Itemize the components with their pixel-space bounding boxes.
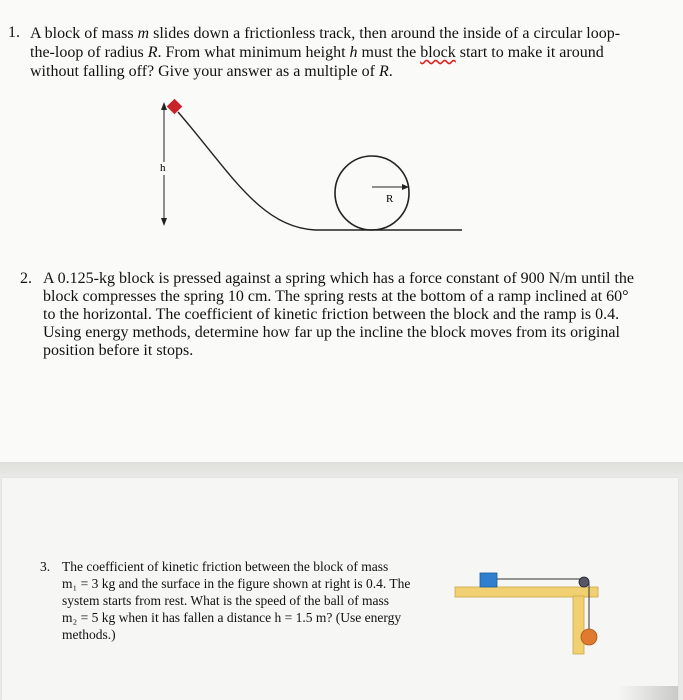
q1-line-3: without falling off? Give your answer as a multiple of R. [30, 63, 393, 80]
page-gap [0, 462, 683, 478]
q3-line-5: methods.) [62, 627, 116, 642]
q3-line-3: system starts from rest. What is the speed of the ball of mass [62, 593, 390, 608]
q1-line-2: the-loop of radius R. From what minimum height h must the block start to make it around [30, 44, 604, 61]
q3-line-4: m₂ = 5 kg when it has fallen a distance h = 1.5 m? (Use energy [62, 610, 402, 625]
loop-circle [335, 156, 409, 230]
block-m1 [480, 573, 497, 587]
q1-line-1: A block of mass m slides down a frictionless track, then around the inside of a circular loop- [30, 25, 621, 42]
sliding-block [167, 99, 183, 115]
q2-line-3: to the horizontal. The coefficient of kinetic friction between the block and the ramp is 0.4. [43, 306, 620, 323]
pulley-figure [450, 568, 600, 658]
q3-line-2: m₁ = 3 kg and the surface in the figure shown at right is 0.4. The [62, 576, 411, 591]
q3-line-1: The coefficient of kinetic friction between the block of mass [62, 559, 389, 574]
height-arrow-bottom [161, 218, 167, 226]
q2-line-4: Using energy methods, determine how far up the incline the block moves from its original [43, 324, 620, 341]
q2-text [43, 270, 663, 360]
height-arrow-top [161, 102, 167, 110]
table-leg [573, 596, 584, 654]
loop-the-loop-figure [140, 92, 470, 242]
q3-number: 3. [40, 559, 51, 574]
q2-line-5: position before it stops. [43, 342, 194, 359]
table-top [455, 587, 598, 597]
q3-text [62, 558, 442, 643]
ball-m2 [581, 629, 597, 645]
q1-text [30, 24, 670, 81]
page-corner-shadow [618, 686, 678, 700]
q2-line-2: block compresses the spring 10 cm. The spring rests at the bottom of a ramp inclined at 60° [43, 288, 629, 305]
q1-number: 1. [8, 24, 20, 41]
worksheet-page-2 [2, 478, 678, 700]
q2-number: 2. [20, 270, 32, 287]
height-label: h [160, 162, 166, 174]
spellcheck-word: block [420, 44, 456, 61]
pulley [579, 577, 589, 587]
q2-line-1: A 0.125-kg block is pressed against a spring which has a force constant of 900 N/m until the [43, 270, 634, 287]
radius-label: R [386, 193, 394, 205]
track [178, 112, 462, 230]
